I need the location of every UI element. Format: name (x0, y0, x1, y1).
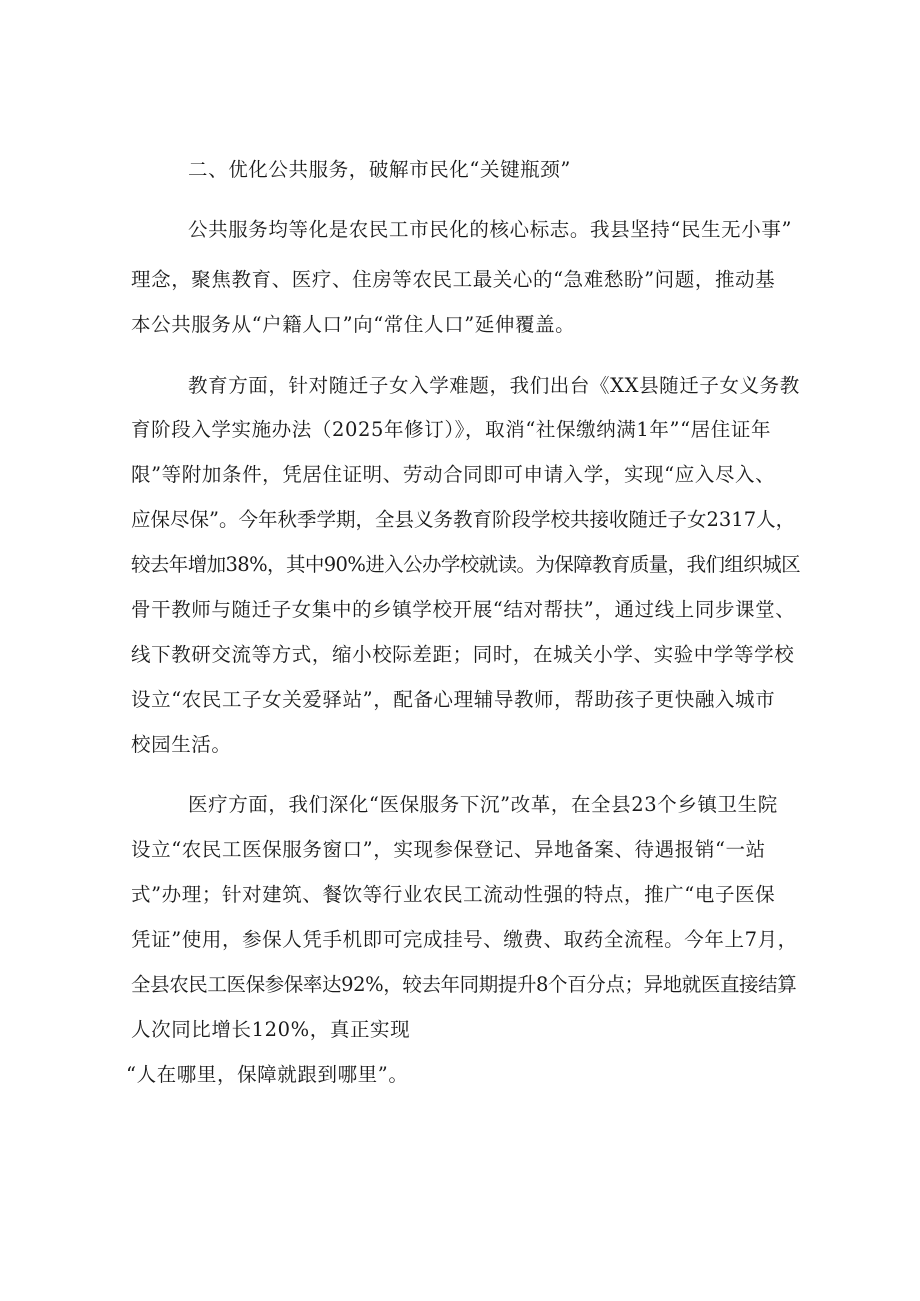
paragraph-2-line-8: 设立“农民工子女关爱驿站”，配备心理辅导教师，帮助孩子更快融入城市 (131, 688, 776, 711)
paragraph-2-line-6: 骨干教师与随迁子女集中的乡镇学校开展“结对帮扶”，通过线上同步课堂、 (131, 598, 796, 621)
paragraph-2-line-3: 限”等附加条件，凭居住证明、劳动合同即可申请入学，实现“应入尽入、 (131, 463, 776, 486)
paragraph-2-line-4: 应保尽保”。今年秋季学期，全县义务教育阶段学校共接收随迁子女2317人， (131, 508, 796, 531)
paragraph-3-line-5: 全县农民工医保参保率达92%，较去年同期提升8个百分点；异地就医直接结算 (131, 973, 797, 996)
paragraph-2-line-2: 育阶段入学实施办法（2025年修订）》，取消“社保缴纳满1年”“居住证年 (131, 418, 772, 441)
paragraph-2-line-1: 教育方面，针对随迁子女入学难题，我们出台《XX县随迁子女义务教 (188, 374, 800, 397)
paragraph-2-line-7: 线下教研交流等方式，缩小校际差距；同时，在城关小学、实验中学等学校 (131, 643, 795, 666)
paragraph-3-line-7: “人在哪里，保障就跟到哪里”。 (126, 1063, 409, 1086)
paragraph-3-line-3: 式”办理；针对建筑、餐饮等行业农民工流动性强的特点，推广“电子医保 (131, 883, 776, 906)
paragraph-3-line-1: 医疗方面，我们深化“医保服务下沉”改革，在全县23个乡镇卫生院 (188, 793, 778, 816)
paragraph-2-line-9: 校园生活。 (131, 733, 232, 756)
section-heading: 二、优化公共服务，破解市民化“关键瓶颈” (188, 158, 571, 181)
paragraph-1-line-3: 本公共服务从“户籍人口”向“常住人口”延伸覆盖。 (131, 313, 576, 336)
paragraph-3-line-4: 凭证”使用，参保人凭手机即可完成挂号、缴费、取药全流程。今年上7月， (131, 928, 798, 951)
paragraph-3-line-6: 人次同比增长120%，真正实现 (131, 1018, 411, 1041)
paragraph-3-line-2: 设立“农民工医保服务窗口”，实现参保登记、异地备案、待遇报销“一站 (131, 838, 766, 861)
paragraph-2-line-5: 较去年增加38%，其中90%进入公办学校就读。为保障教育质量，我们组织城区 (131, 553, 800, 576)
paragraph-1-line-2: 理念，聚焦教育、医疗、住房等农民工最关心的“急难愁盼”问题，推动基 (131, 268, 776, 291)
paragraph-1-line-1: 公共服务均等化是农民工市民化的核心标志。我县坚持“民生无小事” (188, 218, 793, 241)
